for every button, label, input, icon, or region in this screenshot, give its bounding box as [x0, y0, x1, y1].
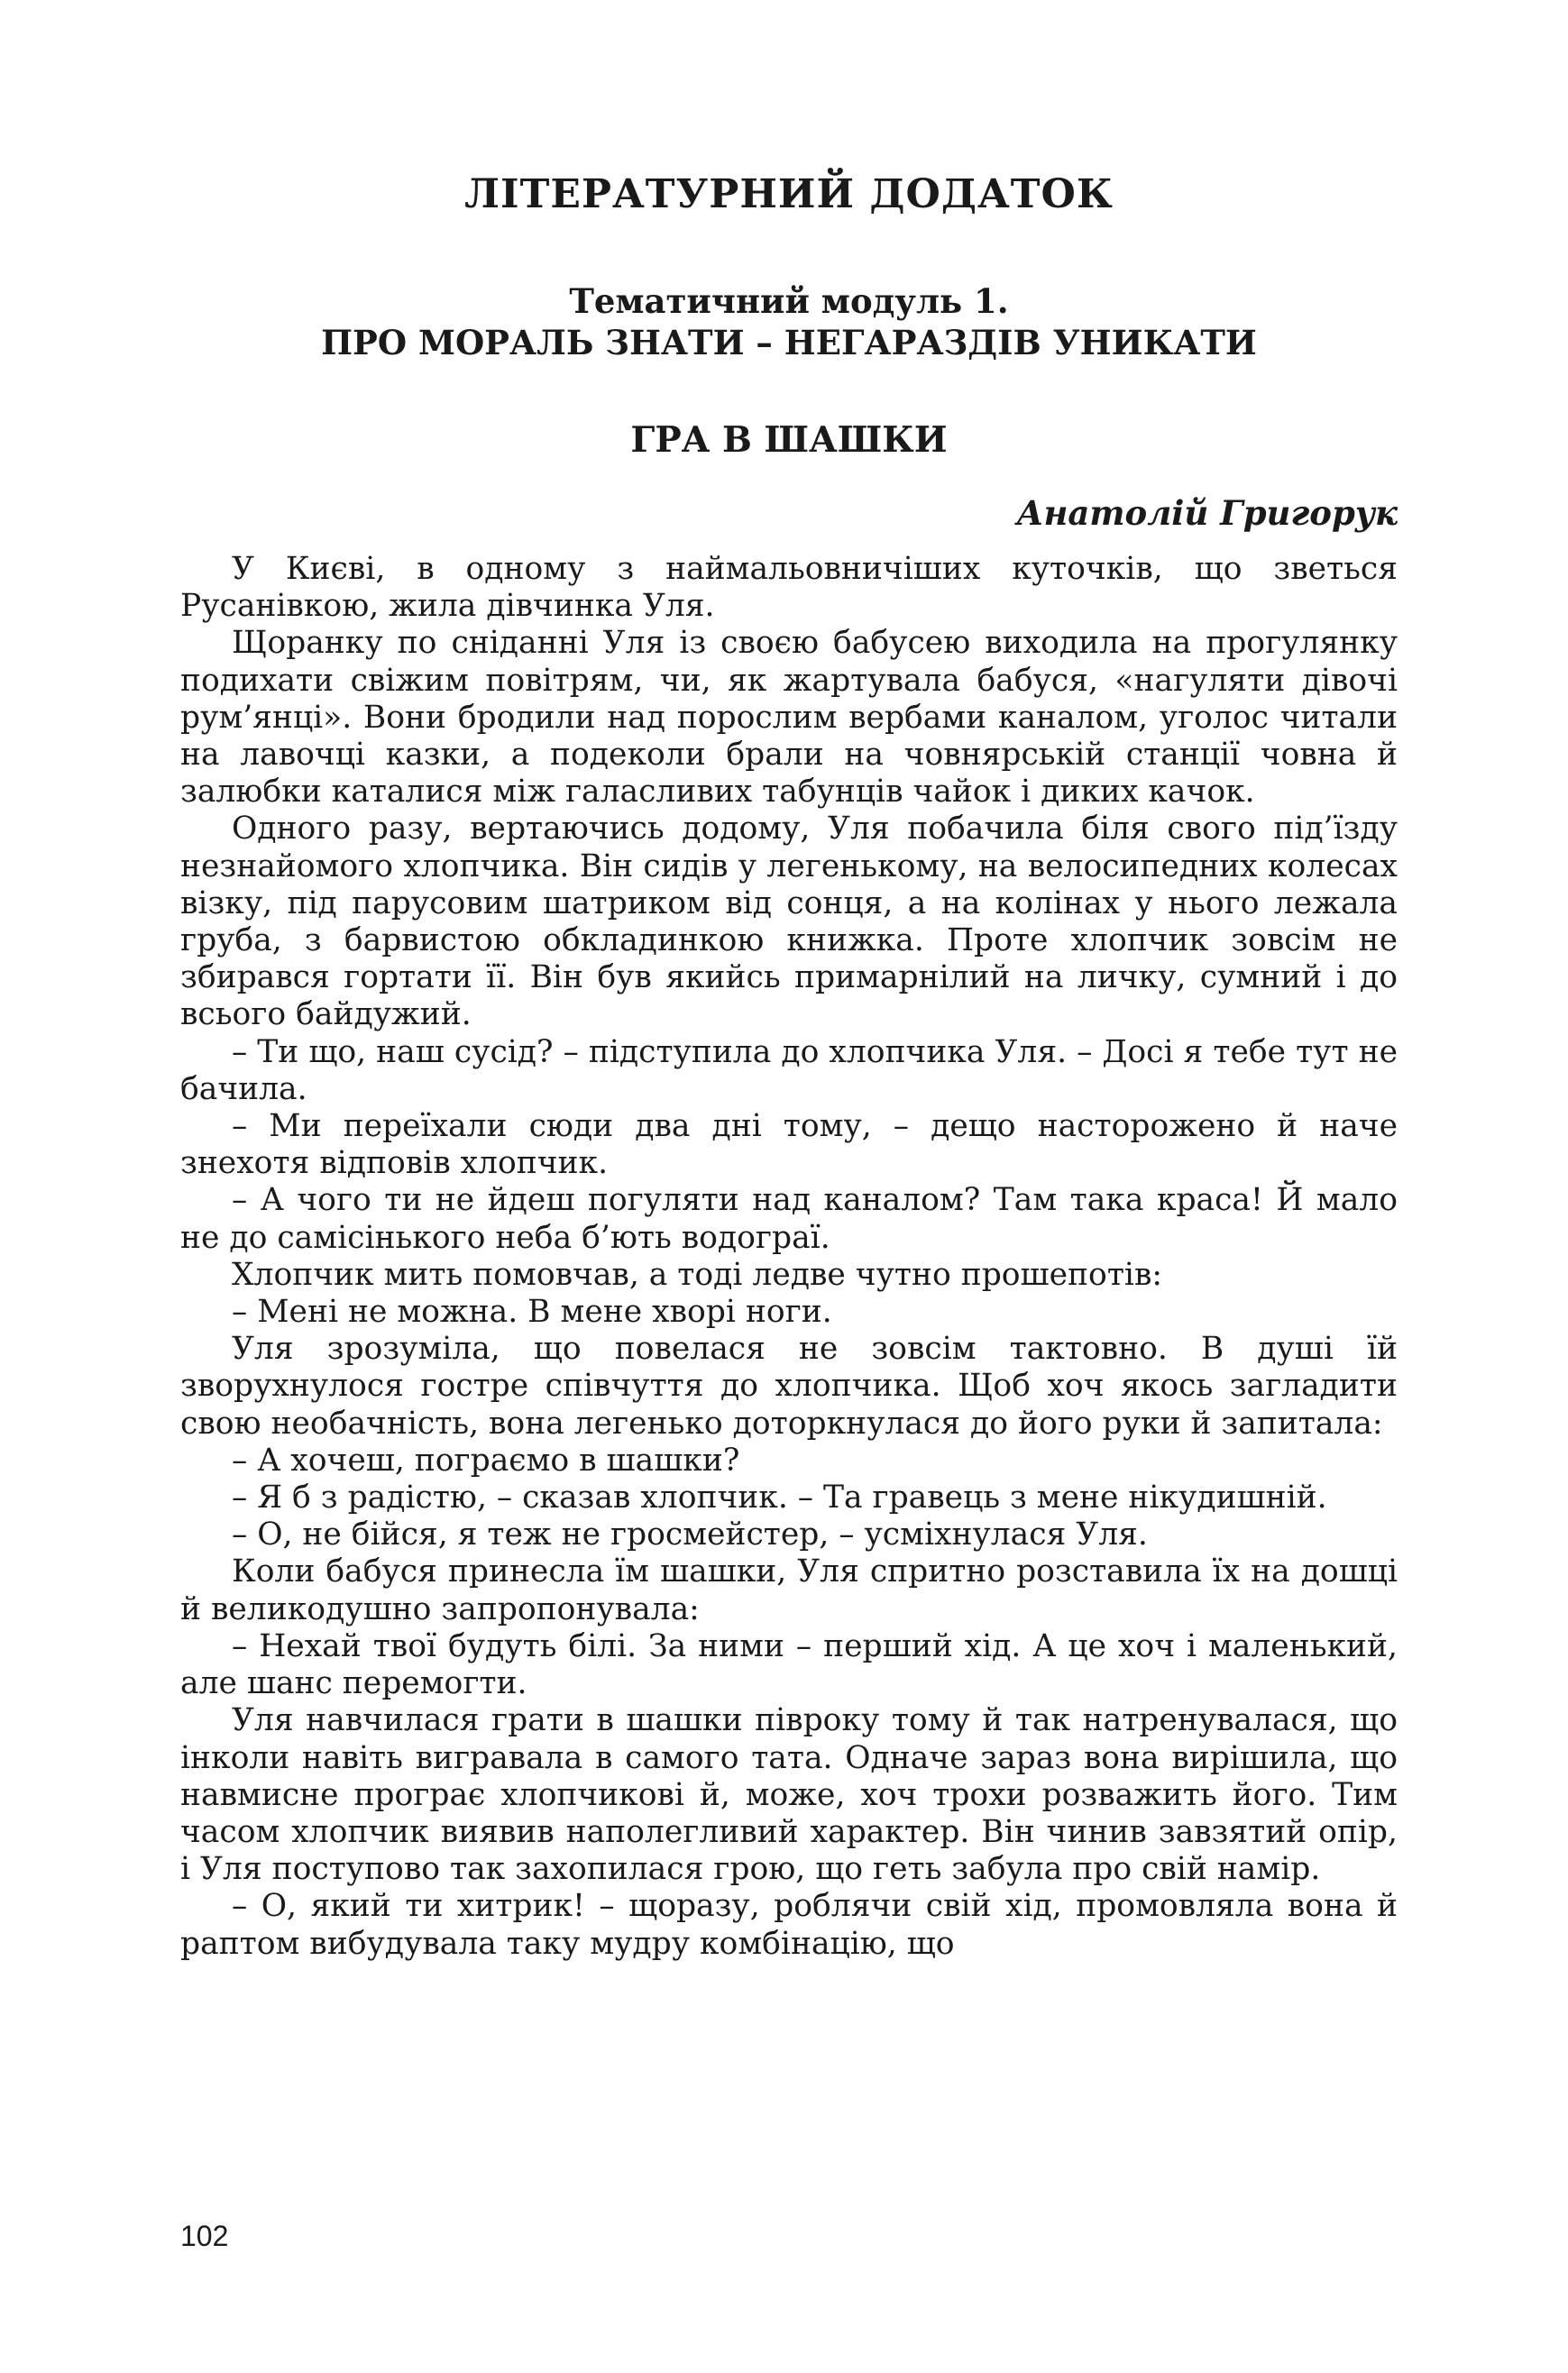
story-text	[180, 551, 1398, 1963]
paragraph: Хлопчик мить помовчав, а тоді ледве чутно прошепотів:	[232, 1256, 1162, 1293]
page-number: 102	[180, 2220, 229, 2252]
module-number: Тематичний модуль 1.	[569, 281, 1009, 321]
paragraph: Щоранку по сніданні Уля із своєю бабусею виходила на прогулянку подихати свіжим повітрям, чи, як жартувала бабуся, «нагуляти дівочі рум’янці». Вони бродили над порослим вербами каналом, уголос читали на лавочці казки, а подеколи брали на човнярській станції човна й залюбки каталися між галасливих табунців чайок і диких качок.	[180, 625, 1398, 811]
paragraph: – Я б з радістю, – сказав хлопчик. – Та гравець з мене нікудишній.	[232, 1480, 1327, 1516]
paragraph: – Ти що, наш сусід? – підступила до хлопчика Уля. – Досі я тебе тут не бачила.	[180, 1033, 1398, 1107]
story-author: Анатолій Григорук	[1016, 493, 1398, 533]
paragraph: Уля навчилася грати в шашки півроку тому й так натренувалася, що інколи навіть вигравала в самого тата. Одначе зараз вона вирішила, що навмисне програє хлопчикові й, може, хоч трохи розважить його. Тим часом хлопчик виявив наполегливий характер. Він чинив завзятий опір, і Уля поступово так захопилася грою, що геть забула про свій намір.	[180, 1702, 1398, 1888]
section-title: ЛІТЕРАТУРНИЙ ДОДАТОК	[464, 171, 1114, 217]
paragraph: Коли бабуся принесла їм шашки, Уля спритно розставила їх на дошці й великодушно запропонувала:	[180, 1553, 1398, 1627]
story-title: ГРА В ШАШКИ	[630, 419, 948, 461]
paragraph: – О, який ти хитрик! – щоразу, роблячи свій хід, промовляла вона й раптом вибудувала таку мудру комбінацію, що	[180, 1888, 1398, 1962]
paragraph: Одного разу, вертаючись додому, Уля побачила біля свого під’їзду незнайомого хлопчика. Він сидів у легенькому, на велосипедних колесах візку, під парусовим шатриком від сонця, а на колінах у нього лежала груба, з барвистою обкладинкою книжка. Проте хлопчик зовсім не збирався гортати її. Він був якийсь примарнілий на личку, сумний і до всього байдужий.	[180, 811, 1398, 1033]
paragraph: – А хочеш, пограємо в шашки?	[232, 1442, 740, 1479]
paragraph: – Нехай твої будуть білі. За ними – перший хід. А це хоч і маленький, але шанс перемогти.	[180, 1627, 1398, 1702]
paragraph: – О, не бійся, я теж не гросмейстер, – усміхнулася Уля.	[232, 1516, 1148, 1553]
paragraph: – Мені не можна. В мене хворі ноги.	[232, 1294, 832, 1331]
paragraph: – А чого ти не йдеш погуляти над каналом? Там така краса! Й мало не до самісінького неба б’ють водограї.	[180, 1182, 1398, 1256]
paragraph: Уля зрозуміла, що повелася не зовсім тактовно. В душі їй зворухнулося гостре співчуття до хлопчика. Щоб хоч якось загладити свою необачність, вона легенько доторкнулася до його руки й запитала:	[180, 1331, 1398, 1442]
paragraph: – Ми переїхали сюди два дні тому, – дещо насторожено й наче знехотя відповів хлопчик.	[180, 1108, 1398, 1182]
paragraph: У Києві, в одному з наймальовничіших куточків, що зветься Русанівкою, жила дівчинка Уля.	[180, 551, 1398, 625]
page-content	[180, 171, 1398, 1963]
module-title: ПРО МОРАЛЬ ЗНАТИ – НЕГАРАЗДІВ УНИКАТИ	[321, 323, 1257, 362]
module-heading	[180, 280, 1398, 363]
